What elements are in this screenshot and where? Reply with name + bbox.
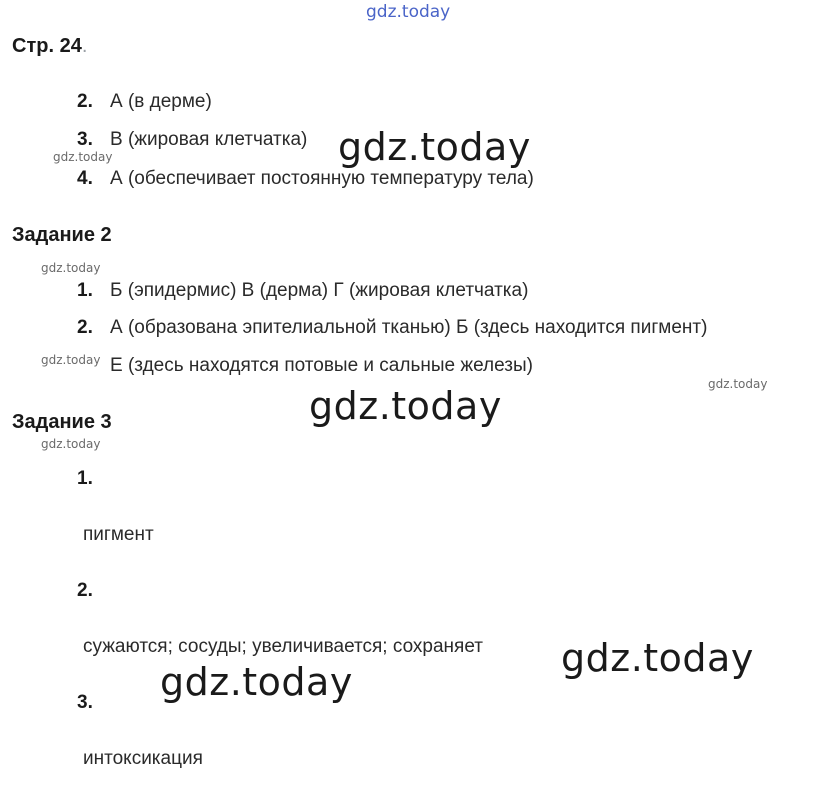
block1-item-3-number: 3. — [77, 129, 93, 150]
block1-item-4-text: А (обеспечивает постоянную температуру тела) — [110, 168, 534, 189]
task2-item-3-text: Е (здесь находятся потовые и сальные железы) — [110, 355, 533, 376]
task3-item-3-answer: интоксикация — [83, 748, 203, 769]
task3-item-1-number: 1. — [77, 468, 93, 489]
task2-item-2-text: А (образована эпителиальной тканью) Б (здесь находится пигмент) — [110, 317, 708, 338]
page-heading-dot: . — [81, 35, 88, 57]
block1-item-2-number: 2. — [77, 91, 93, 112]
block1-item-3-text: В (жировая клетчатка) — [110, 129, 308, 150]
task3-item-1-answer: пигмент — [83, 524, 154, 545]
watermark-small: gdz.today — [41, 353, 101, 367]
task2-item-1-number: 1. — [77, 280, 93, 301]
watermark-small: gdz.today — [708, 377, 768, 391]
watermark-large: gdz.today — [338, 125, 531, 169]
block1-item-2-text: А (в дерме) — [110, 91, 212, 112]
task2-item-2-number: 2. — [77, 317, 93, 338]
page-heading — [12, 35, 87, 58]
watermark-top: gdz.today — [366, 2, 451, 22]
watermark-large: gdz.today — [160, 660, 353, 704]
watermark-small: gdz.today — [53, 150, 113, 164]
watermark-large: gdz.today — [309, 384, 502, 428]
watermark-small: gdz.today — [41, 437, 101, 451]
watermark-small: gdz.today — [41, 261, 101, 275]
task2-item-1-text: Б (эпидермис) В (дерма) Г (жировая клетчатка) — [110, 280, 529, 301]
page-heading-text: Стр. 24 — [12, 35, 82, 57]
task3-heading: Задание 3 — [12, 411, 112, 433]
task3-item-2-number: 2. — [77, 580, 93, 601]
task3-item-3-number: 3. — [77, 692, 93, 713]
block1-item-4-number: 4. — [77, 168, 93, 189]
watermark-large: gdz.today — [561, 636, 754, 680]
task3-item-2-answer: сужаются; сосуды; увеличивается; сохраняет — [83, 636, 483, 657]
task2-heading: Задание 2 — [12, 224, 112, 246]
